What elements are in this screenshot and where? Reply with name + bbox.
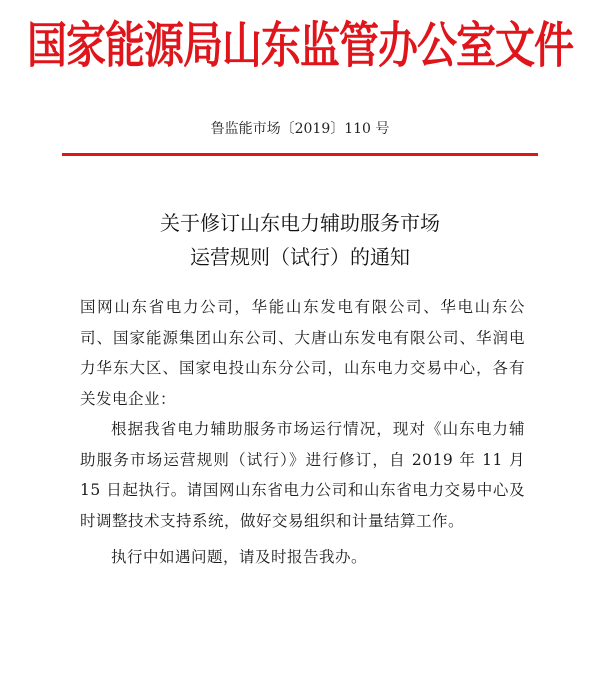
addressee-paragraph: 国网山东省电力公司，华能山东发电有限公司、华电山东公司、国家能源集团山东公司、大唐山东发电有限公司、华润电力华东大区、国家电投山东分公司，山东电力交易中心，各有关发电企业： <box>80 298 525 408</box>
issuer-header: 国家能源局山东监管办公室文件 <box>27 18 573 75</box>
notice-title-line-1: 关于修订山东电力辅助服务市场 <box>160 211 440 235</box>
body-paragraph: 执行中如遇问题，请及时报告我办。 <box>111 548 368 566</box>
document-body <box>80 292 525 573</box>
document-number: 鲁监能市场〔2019〕110 号 <box>210 121 390 137</box>
notice-title <box>0 206 600 274</box>
body-paragraph: 根据我省电力辅助服务市场运行情况，现对《山东电力辅助服务市场运营规则（试行）》进行修订，自 2019 年 11 月 15 日起执行。请国网山东省电力公司和山东省电力交易中心及时调整技术支持系统，做好交易组织和计量结算工作。 <box>80 420 525 530</box>
notice-title-line-2: 运营规则（试行）的通知 <box>190 245 410 269</box>
red-divider-line <box>62 153 538 156</box>
